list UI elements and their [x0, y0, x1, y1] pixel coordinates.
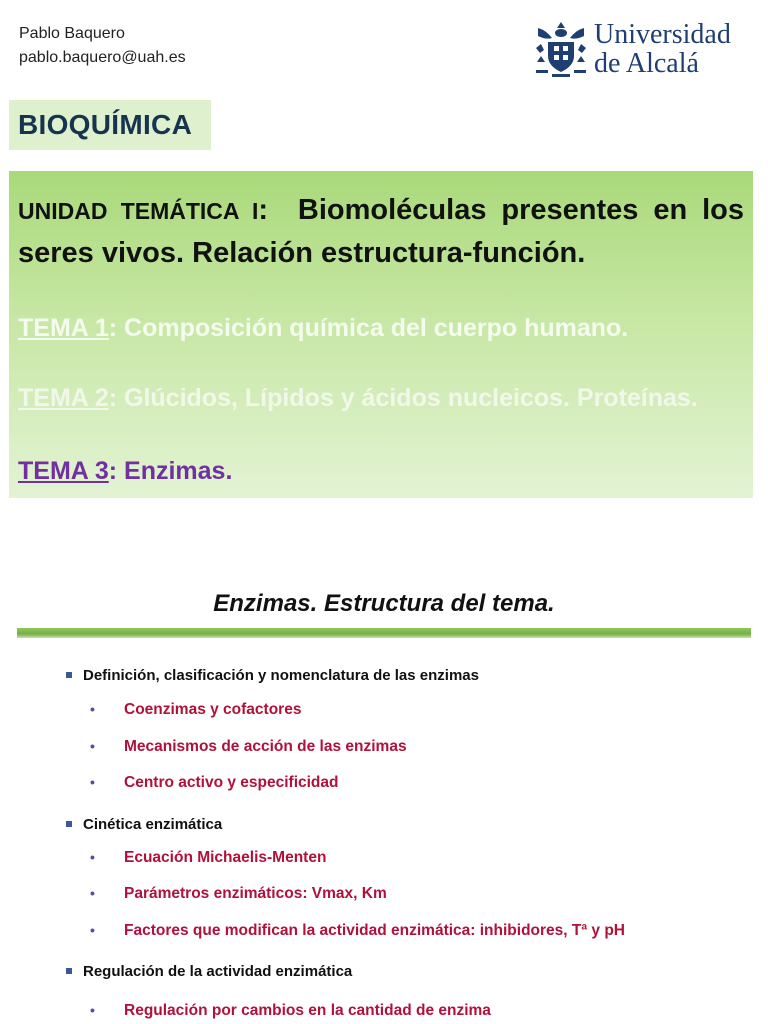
dot-bullet-icon: •	[90, 738, 95, 754]
tema-1-label[interactable]: TEMA 1	[18, 314, 109, 342]
tema-3-text: : Enzimas.	[108, 457, 233, 485]
university-crest-icon	[532, 18, 590, 80]
outline-item-text: Cinética enzimática	[83, 816, 223, 833]
author-email: pablo.baquero@uah.es	[19, 49, 186, 66]
course-title: BIOQUÍMICA	[18, 109, 193, 140]
tema-3-label[interactable]: TEMA 3	[18, 457, 109, 485]
university-name	[594, 20, 731, 78]
dot-bullet-icon: •	[90, 774, 95, 790]
unit-heading	[18, 189, 744, 274]
outline-subitem	[90, 885, 387, 903]
outline-subitem	[90, 1002, 491, 1020]
outline-subitem	[90, 701, 301, 719]
university-name-line1: Universidad	[594, 19, 731, 50]
course-title-box	[9, 100, 211, 150]
outline-item-text: Definición, clasificación y nomenclatura de las enzimas	[83, 667, 479, 684]
outline-subitem-text: Regulación por cambios en la cantidad de enzima	[124, 1002, 491, 1019]
outline-item-text: Regulación de la actividad enzimática	[83, 963, 353, 980]
outline-subitem	[90, 922, 625, 940]
tema-2-label[interactable]: TEMA 2	[18, 384, 109, 412]
tema-3[interactable]	[18, 457, 232, 486]
outline-subitem-text: Factores que modifican la actividad enzimática: inhibidores, Tª y pH	[124, 922, 625, 939]
outline-subitem-text: Centro activo y especificidad	[124, 774, 339, 791]
outline-subitem	[90, 849, 326, 867]
dot-bullet-icon: •	[90, 701, 95, 717]
outline-item	[66, 963, 352, 980]
outline-subitem-text: Ecuación Michaelis-Menten	[124, 849, 327, 866]
outline-subitem-text: Parámetros enzimáticos: Vmax, Km	[124, 885, 387, 902]
outline-subitem	[90, 774, 339, 792]
unit-prefix: UNIDAD TEMÁTICA I	[18, 198, 259, 224]
dot-bullet-icon: •	[90, 1002, 95, 1018]
outline-subitem	[90, 738, 407, 756]
dot-bullet-icon: •	[90, 922, 95, 938]
author-name: Pablo Baquero	[19, 25, 125, 42]
square-bullet-icon	[66, 672, 72, 678]
tema-2[interactable]	[18, 384, 698, 413]
author-info	[19, 22, 186, 70]
outline-item	[66, 816, 222, 833]
section-title: Enzimas. Estructura del tema.	[213, 590, 555, 617]
square-bullet-icon	[66, 968, 72, 974]
dot-bullet-icon: •	[90, 885, 95, 901]
section-divider	[17, 628, 751, 638]
unit-colon: :	[258, 194, 269, 226]
outline-subitem-text: Mecanismos de acción de las enzimas	[124, 738, 407, 755]
outline-subitem-text: Coenzimas y cofactores	[124, 701, 302, 718]
university-logo	[532, 14, 752, 84]
unit-box	[9, 171, 753, 498]
tema-1[interactable]	[18, 314, 628, 343]
outline-item	[66, 667, 479, 684]
square-bullet-icon	[66, 821, 72, 827]
university-name-line2: de Alcalá	[594, 48, 699, 79]
dot-bullet-icon: •	[90, 849, 95, 865]
tema-1-text: : Composición química del cuerpo humano.	[108, 314, 629, 342]
unit-heading-text: Biomoléculas presentes en los seres vivos. Relación estructura-función.	[18, 194, 745, 269]
tema-2-text: : Glúcidos, Lípidos y ácidos nucleicos. Proteínas.	[108, 384, 698, 412]
